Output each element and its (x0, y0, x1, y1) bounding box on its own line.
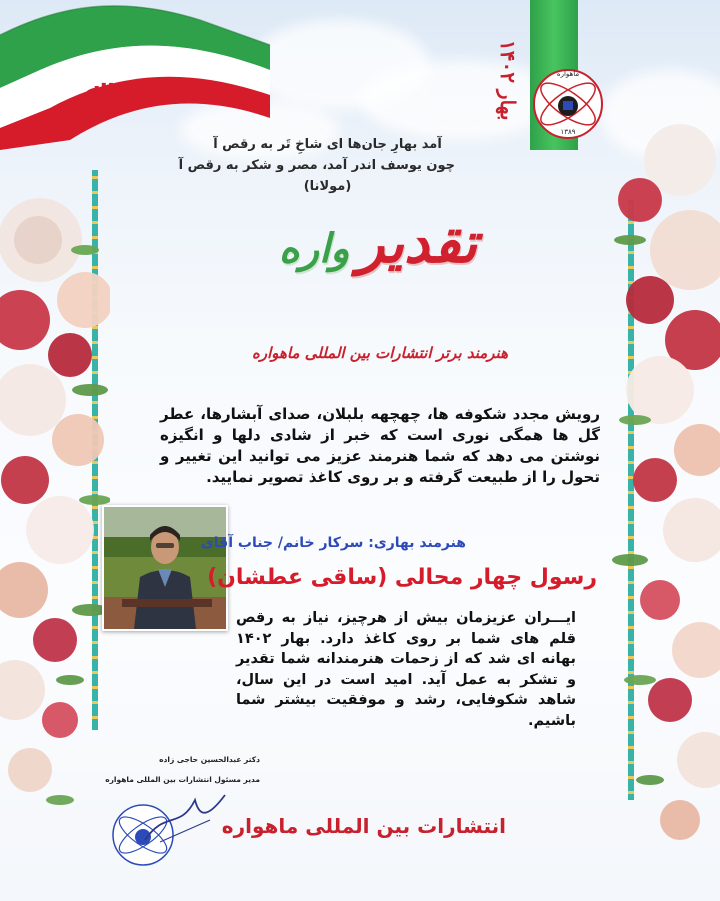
spring-year-label: بهار ۱۴۰۲ (496, 40, 520, 121)
recipient-name: رسول چهار محالی (ساقی عطشان) (207, 565, 597, 590)
page-title (228, 210, 528, 290)
publisher-footer: انتشارات بین المللی ماهواره (221, 814, 506, 838)
signer-name: دکتر عبدالحسین حاجی زاده (159, 755, 260, 764)
recipient-greeting: هنرمند بهاری: سرکار خانم/ جناب آقای (200, 535, 466, 551)
poem-line-1: آمد بهارِ جان‌ها ای شاخِ تَر به رقص آ (213, 137, 442, 152)
intro-paragraph: رویش مجدد شکوفه ها، چهچهه بلبلان، صدای آبشارها، عطر گل ها همگی نوری است که خبر از شادی دلها و انگیزه نوشتن می دهد که شما هنرمند عزیز می توانید این تغییر و تحول را از طبیعت گرفته و بر روی کاغذ تصویر نمایید. (160, 405, 600, 486)
signature-stroke (140, 790, 230, 850)
subtitle: هنرمند برتر انتشارات بین المللی ماهواره (251, 344, 508, 362)
poem-line-2: چون یوسف اندر آمد، مصر و شکر به رقص آ (178, 158, 455, 173)
poem-block (178, 134, 455, 197)
publisher-logo-top (530, 66, 606, 142)
flag-emblem: ﷲ (85, 74, 103, 109)
signer-position: مدیر مسئول انتشارات بین المللی ماهواره (105, 775, 260, 784)
title-part-2: واره (278, 225, 350, 272)
left-floral-border (0, 0, 110, 901)
poem-author: (مولانا) (303, 179, 352, 194)
logo-ring-text: ماهواره (556, 70, 580, 78)
logo-year: ۱۳۸۹ (560, 128, 576, 136)
right-floral-border (610, 0, 720, 901)
title-part-1: تقدیر (357, 210, 478, 276)
appreciation-paragraph: ایـــران عزیزمان بیش از هرچیز، نیاز به رقص قلم های شما بر روی کاغذ دارد. بهار ۱۴۰۲ بهانه ای شد که از زحمات هنرمندانه شما تقدیر و تشکر به عمل آید. امید است در این سال، شاهد شکوفایی، رشد و موفقیت بیشتر شما باشیم. (236, 610, 576, 729)
